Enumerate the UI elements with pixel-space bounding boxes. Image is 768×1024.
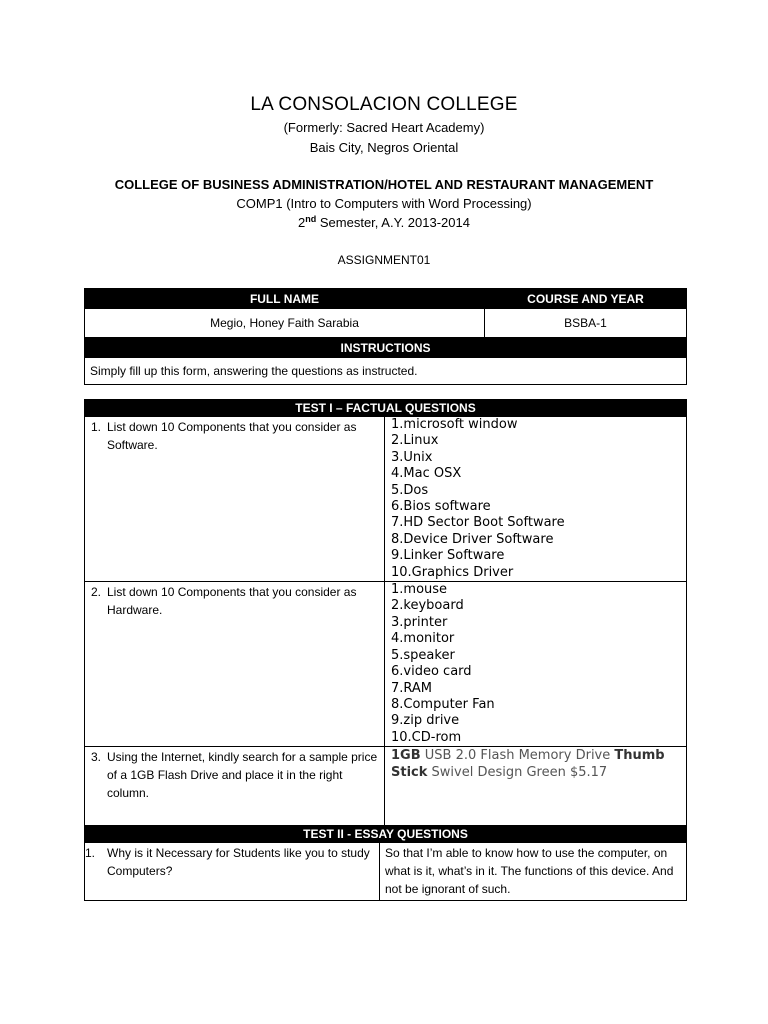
student-info-table <box>84 288 687 385</box>
semester-number: 2 <box>298 215 306 230</box>
test2-table <box>84 825 687 901</box>
list-item: 5.Dos <box>391 482 429 498</box>
list-item: 6.Bios software <box>391 499 491 515</box>
question-1-text: List down 10 Components that you consider as Software. <box>107 420 357 452</box>
list-item: 10.CD-rom <box>391 729 462 745</box>
list-item: 7.RAM <box>391 680 433 696</box>
course-title: COMP1 (Intro to Computers with Word Processing) <box>236 196 532 211</box>
essay-answer-1-cell <box>380 843 687 901</box>
question-3-text: Using the Internet, kindly search for a sample price of a 1GB Flash Drive and place it in the right column. <box>107 750 378 801</box>
software-answer-list <box>385 417 686 581</box>
assignment-title: ASSIGNMENT01 <box>337 253 431 267</box>
test1-table <box>84 399 687 826</box>
list-item: 4.Mac OSX <box>391 466 462 482</box>
question-1-cell <box>85 417 385 582</box>
semester-suffix: nd <box>305 214 317 224</box>
list-item: 3.printer <box>391 614 448 630</box>
essay-answer-1-text: So that I’m able to know how to use the computer, on what is it, what’s in it. The functions of this device. And not be ignorant of such. <box>385 846 674 896</box>
city-line: Bais City, Negros Oriental <box>309 140 459 155</box>
list-item: 9.zip drive <box>391 713 460 729</box>
price-bold-thumb-stick: Thumb Stick <box>391 748 665 781</box>
list-item: 7.HD Sector Boot Software <box>391 515 565 531</box>
list-item: 6.video card <box>391 664 472 680</box>
answer-2-cell <box>385 582 687 747</box>
question-3-cell <box>85 747 385 826</box>
question-2-text: List down 10 Components that you consider as Hardware. <box>107 585 357 618</box>
price-rest-text: Swivel Design Green $5.17 <box>427 765 608 781</box>
question-2-number: 2. <box>91 585 102 600</box>
full-name-header: FULL NAME <box>85 289 485 309</box>
instructions-header: INSTRUCTIONS <box>85 338 687 358</box>
flash-drive-price <box>385 747 686 781</box>
test1-title: TEST I – FACTUAL QUESTIONS <box>85 400 687 417</box>
list-item: 8.Computer Fan <box>391 696 495 712</box>
question-1-number: 1. <box>91 420 102 434</box>
semester-line <box>0 214 768 230</box>
list-item: 8.Device Driver Software <box>391 531 554 547</box>
essay-question-1-cell <box>85 843 380 901</box>
list-item: 2.keyboard <box>391 598 464 614</box>
answer-1-cell <box>385 417 687 582</box>
instructions-text: Simply fill up this form, answering the questions as instructed. <box>85 358 687 385</box>
essay-question-1-text: Why is it Necessary for Students like you to study Computers? <box>107 846 370 878</box>
answer-3-cell <box>385 747 687 826</box>
list-item: 10.Graphics Driver <box>391 564 514 580</box>
list-item: 5.speaker <box>391 647 455 663</box>
department-title: COLLEGE OF BUSINESS ADMINISTRATION/HOTEL AND RESTAURANT MANAGEMENT <box>114 177 654 192</box>
course-year-value: BSBA-1 <box>485 309 687 338</box>
college-name: LA CONSOLACION COLLEGE <box>250 94 518 115</box>
full-name-value: Megio, Honey Faith Sarabia <box>85 309 485 338</box>
list-item: 3.Unix <box>391 449 433 465</box>
price-bold-1gb: 1GB <box>391 748 421 764</box>
question-3-number: 3. <box>91 750 102 765</box>
course-year-header: COURSE AND YEAR <box>485 289 687 309</box>
list-item: 1.microsoft window <box>391 417 518 432</box>
price-mid-text: USB 2.0 Flash Memory Drive <box>420 748 615 764</box>
formerly-line: (Formerly: Sacred Heart Academy) <box>283 120 485 135</box>
essay-question-1-number: 1. <box>85 846 96 860</box>
list-item: 2.Linux <box>391 433 439 449</box>
list-item: 9.Linker Software <box>391 548 505 564</box>
question-2-cell <box>85 582 385 747</box>
hardware-answer-list <box>385 582 686 746</box>
list-item: 4.monitor <box>391 631 455 647</box>
list-item: 1.mouse <box>391 582 448 598</box>
test2-title: TEST II - ESSAY QUESTIONS <box>85 826 687 843</box>
semester-text: Semester, A.Y. 2013-2014 <box>316 215 470 230</box>
